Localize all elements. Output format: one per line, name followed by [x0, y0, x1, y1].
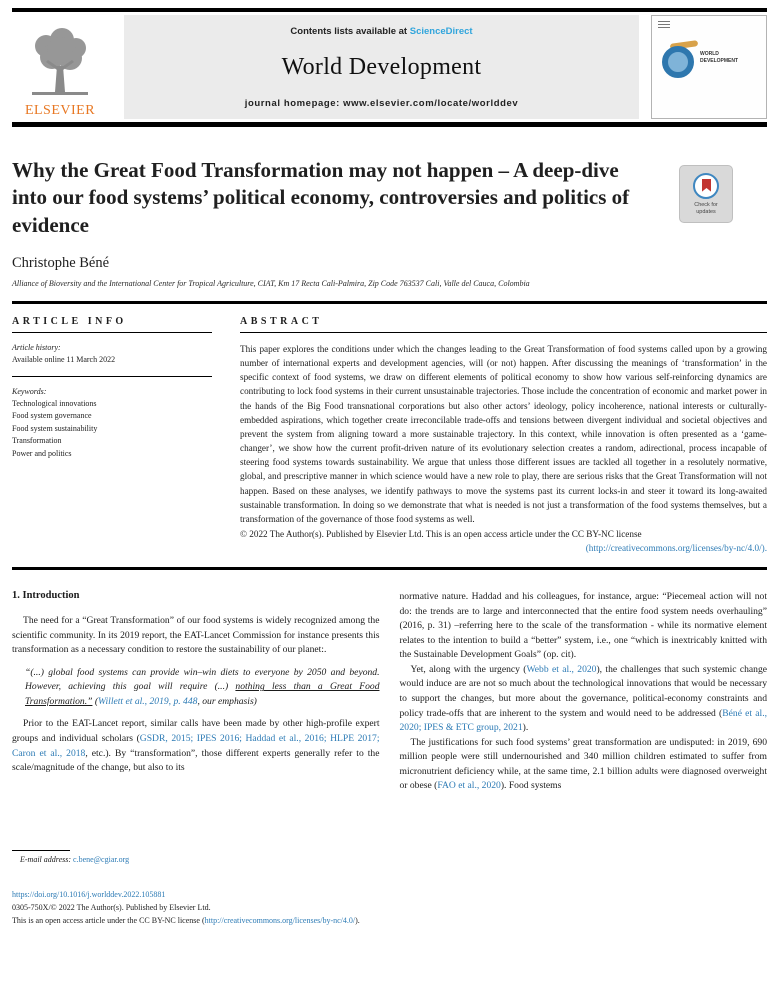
citation-link[interactable]: GSDR, 2015; IPES 2016; Haddad et al., 2016; HLPE 2017; Caron et al., 2018	[12, 733, 380, 759]
journal-cover-thumbnail	[651, 15, 767, 119]
citation-link[interactable]: Willett et al., 2019, p. 448	[98, 695, 198, 707]
meta-bottom-rule	[12, 567, 767, 570]
email-label: E-mail address:	[20, 854, 74, 864]
elsevier-tree-icon	[24, 28, 96, 102]
intro-paragraph-2: Prior to the EAT-Lancet report, similar calls have been made by other high-profile expert groups and individual scholars (GSDR, 2015; IPES 2016; Haddad et al., 2016; HLPE 2017; Caron et al., 2018, etc.). By “transformation”, those different experts generally refer to the scale/magnitude of the change, but also to its	[12, 718, 380, 774]
keywords-label: Keywords:	[12, 386, 47, 396]
author-name: Christophe Béné	[12, 254, 110, 271]
keyword-item: Power and politics	[12, 448, 72, 458]
homepage-link[interactable]: journal homepage: www.elsevier.com/locate/worlddev	[244, 98, 519, 109]
abstract-heading: ABSTRACT	[240, 315, 323, 327]
article-info-rule	[12, 332, 212, 333]
abstract-license-link[interactable]: (http://creativecommons.org/licenses/by-nc/4.0/).	[585, 543, 767, 554]
journal-banner	[124, 15, 639, 119]
contents-line	[290, 26, 472, 37]
keyword-item: Food system governance	[12, 411, 92, 421]
journal-article-page	[0, 8, 779, 1008]
intro-heading: 1. Introduction	[12, 589, 80, 601]
abstract-copyright: © 2022 The Author(s). Published by Elsevier Ltd. This is an open access article under the CC BY-NC license	[240, 529, 642, 540]
intro-paragraph-3: normative nature. Haddad and his colleagues, for instance, argue: “Piecemeal action will not do: the trends are to large and interconnected that the entire food system needs overhauling” (2016, p. 31) –referring here to the scale of the transformation - while its normative element relates to the intention to build a “better” system, i.e., one “which is inextricably knitted with the Sustainable Development Goals” (op. cit).	[399, 590, 767, 661]
body-right-column	[400, 590, 768, 864]
keyword-item: Food system sustainability	[12, 423, 98, 433]
article-title: Why the Great Food Transformation may not happen – A deep-dive into our food systems’ political economy, controversies and politics of evidence	[12, 158, 630, 237]
elsevier-wordmark: ELSEVIER	[24, 103, 96, 118]
citation-link[interactable]: Béné et al., 2020; IPES & ETC group, 2021	[399, 707, 767, 734]
check-updates-label: Check for updates	[694, 201, 718, 215]
cover-title: WORLD DEVELOPMENT	[700, 51, 739, 64]
elsevier-logo	[12, 15, 108, 119]
footnote-rule	[12, 850, 70, 851]
issn-line: 0305-750X/© 2022 The Author(s). Published by Elsevier Ltd.	[12, 903, 211, 913]
check-for-updates-badge[interactable]	[679, 165, 733, 223]
license-line	[12, 914, 767, 927]
abstract-section	[240, 316, 767, 556]
page-footer	[12, 888, 767, 928]
top-rule	[12, 8, 767, 12]
journal-header	[12, 15, 767, 119]
sciencedirect-link[interactable]: ScienceDirect	[409, 26, 473, 37]
contents-prefix: Contents lists available at	[290, 26, 410, 37]
license-suffix: ).	[355, 916, 360, 926]
body-left-column	[12, 590, 380, 864]
cover-corner-mark	[658, 21, 670, 29]
license-prefix: This is an open access article under the CC BY-NC license (	[12, 916, 205, 926]
intro-paragraph-5: The justifications for such food systems’ great transformation are undisputed: in 2019, 690 million people were still undernourished and 340 million children estimated to suffer from micronutrient deficiency while, at the same time, 2.1 billion adults were diagnosed overweight or obese (FAO et al., 2020). Food systems	[399, 736, 767, 792]
email-line	[12, 855, 380, 864]
author-affiliation: Alliance of Bioversity and the International Center for Tropical Agriculture, CIAT, Km 17 Recta Cali-Palmira, Zip Code 763537 Cali, Valle del Cauca, Colombia	[12, 278, 530, 288]
article-history-label: Article history:	[12, 342, 61, 352]
citation-link[interactable]: Webb et al., 2020	[526, 663, 597, 675]
footer-license-link[interactable]: http://creativecommons.org/licenses/by-nc/4.0/	[204, 916, 356, 926]
article-info-divider	[12, 376, 212, 377]
article-info-section	[12, 316, 212, 556]
article-body	[12, 590, 767, 864]
email-link[interactable]: c.bene@cgiar.org	[73, 854, 130, 864]
keyword-item: Technological innovations	[12, 399, 97, 409]
doi-link[interactable]: https://doi.org/10.1016/j.worlddev.2022.105881	[12, 889, 166, 899]
quote-block: “(...) global food systems can provide win–win diets to everyone by 2050 and beyond. However, achieving this goal will require (...) nothing less than a Great Food Transformation.” (Willett et al., 2019, p. 448, our emphasis)	[25, 666, 380, 707]
footnote	[12, 840, 380, 864]
journal-title: World Development	[281, 54, 482, 80]
citation-link[interactable]: FAO et al., 2020	[437, 780, 501, 792]
article-info-heading: ARTICLE INFO	[12, 315, 127, 327]
check-updates-icon	[693, 173, 719, 199]
intro-paragraph-1: The need for a “Great Transformation” of our food systems is widely recognized among the scientific community. In its 2019 report, the EAT-Lancet Commission for instance presents this transformation as a necessary condition to restore the sustainability of our planet:.	[12, 614, 380, 656]
abstract-text: This paper explores the conditions under which the changes leading to the Great Transformation of food systems called upon by a growing number of international experts and development agencies, will (or not) happen. After discussing the meanings of ‘transformation’ in the specific context of food systems, we draw on different elements of political economy to show how various self-reinforcing dynamics are contributing to lock food systems in their current unsustainable trajectories. Those include the concentration of economic and market power in the hands of the Big Food transnational corporations but also other actors’ ideology, policy incoherence, national interests or culturally-embedded aspirations, which together create irreconcilable trade-offs and tensions between divergent individual and societal objectives and prevent the system from aligning toward a more sustainable trajectory. In this context, while innovation is often presented as a ‘game-changer’, we show how the current profit-driven nature of its evolutionary selection creates a random, adirectional, process incapable of steering food systems towards sustainability. We argue that unless those different issues are tackled all together in a resolutely normative, global, and prescriptive manner in which science would have a new role to play, there are serious risks that the Great Transformation will not happen. Based on these analyses, we identify pathways to move the systems past its current locks-in and steer it toward its long-awaited sustainable transformation. In doing so we demonstrate that what is needed is not just a transformation of the food systems themselves, but a transformation of the governance of those food systems as well.	[240, 343, 767, 524]
header-bottom-rule	[12, 122, 767, 127]
available-online-date: Available online 11 March 2022	[12, 355, 116, 365]
intro-paragraph-4: Yet, along with the urgency (Webb et al., 2020), the challenges that such systemic change would induce are are not so much about the technological innovations that would be necessary to support the changes, but more about the governance, political-economy constraints and policy trade-offs that are inherent to the system and would need to be addressed (Béné et al., 2020; IPES & ETC group, 2021).	[399, 663, 767, 734]
journal-logo-icon	[660, 40, 700, 76]
keyword-item: Transformation	[12, 436, 62, 446]
abstract-rule	[240, 332, 767, 333]
